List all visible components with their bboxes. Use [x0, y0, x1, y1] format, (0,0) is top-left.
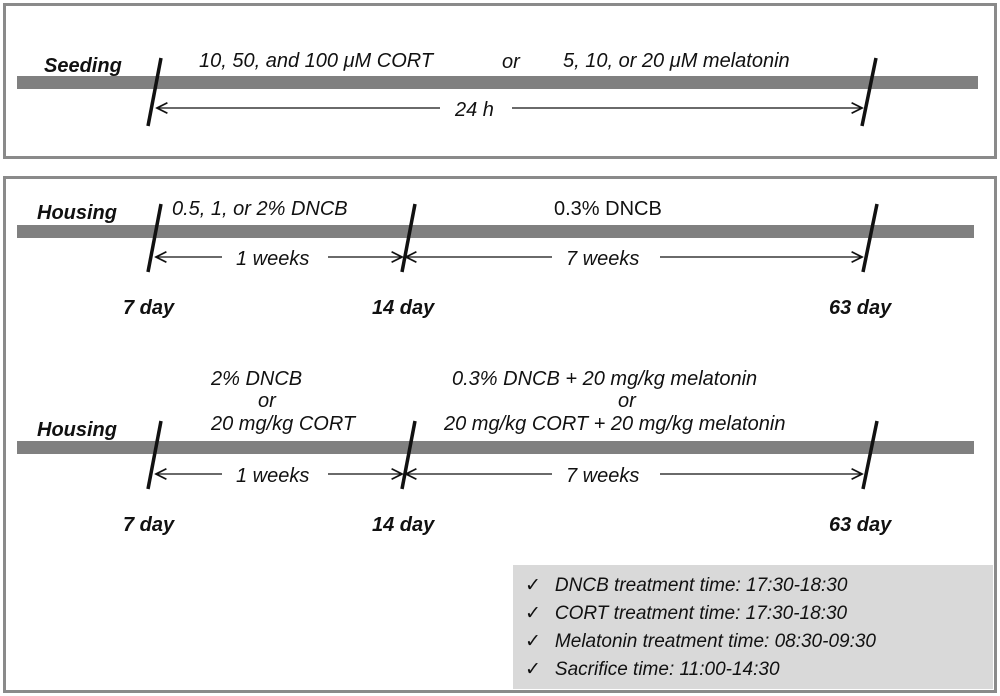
phase1-treatment-1: 0.5, 1, or 2% DNCB — [172, 198, 348, 220]
phase2-duration-1: 7 weeks — [566, 248, 640, 270]
note-cort-time: ✓ CORT treatment time: 17:30-18:30 — [525, 603, 848, 624]
phase2-treatment-2-line1: 0.3% DNCB + 20 mg/kg melatonin — [452, 368, 758, 390]
start-tick — [148, 58, 161, 126]
mid-tick-2 — [402, 421, 415, 489]
phase1-duration-2: 1 weeks — [236, 465, 310, 487]
check-icon: ✓ — [525, 631, 541, 652]
phase1-treatment-2-line2: or — [258, 390, 276, 412]
or-connector: or — [502, 51, 520, 73]
day-end-2: 63 day — [829, 514, 892, 536]
day-start-1: 7 day — [123, 297, 175, 319]
day-mid-2: 14 day — [372, 514, 435, 536]
end-tick — [862, 58, 876, 126]
housing-timeline-bar-1 — [17, 225, 974, 238]
phase1-duration-1: 1 weeks — [236, 248, 310, 270]
check-icon: ✓ — [525, 659, 541, 680]
melatonin-treatment-label: 5, 10, or 20 μM melatonin — [563, 50, 790, 72]
phase1-treatment-2-line1: 2% DNCB — [211, 368, 303, 390]
day-end-1: 63 day — [829, 297, 892, 319]
housing-label-1: Housing — [37, 202, 117, 224]
seeding-label: Seeding — [44, 55, 122, 77]
phase2-treatment-2-line2: or — [618, 390, 636, 412]
duration-label: 24 h — [455, 99, 494, 121]
treatment-schedule-notes — [513, 565, 993, 689]
start-tick-2 — [148, 421, 161, 489]
seeding-timeline-bar — [17, 76, 978, 89]
note-dncb-time: ✓ DNCB treatment time: 17:30-18:30 — [525, 575, 848, 596]
housing-label-2: Housing — [37, 419, 117, 441]
phase2-treatment-1: 0.3% DNCB — [554, 198, 662, 220]
housing-timeline-bar-2 — [17, 441, 974, 454]
phase1-treatment-2-line3: 20 mg/kg CORT — [211, 413, 356, 435]
check-icon: ✓ — [525, 575, 541, 596]
check-icon: ✓ — [525, 603, 541, 624]
day-start-2: 7 day — [123, 514, 175, 536]
phase2-treatment-2-line3: 20 mg/kg CORT + 20 mg/kg melatonin — [444, 413, 786, 435]
end-tick-2 — [863, 421, 877, 489]
cort-treatment-label: 10, 50, and 100 μM CORT — [199, 50, 434, 72]
phase2-duration-2: 7 weeks — [566, 465, 640, 487]
day-mid-1: 14 day — [372, 297, 435, 319]
note-melatonin-time: ✓ Melatonin treatment time: 08:30-09:30 — [525, 631, 876, 652]
note-sacrifice-time: ✓ Sacrifice time: 11:00-14:30 — [525, 659, 780, 680]
